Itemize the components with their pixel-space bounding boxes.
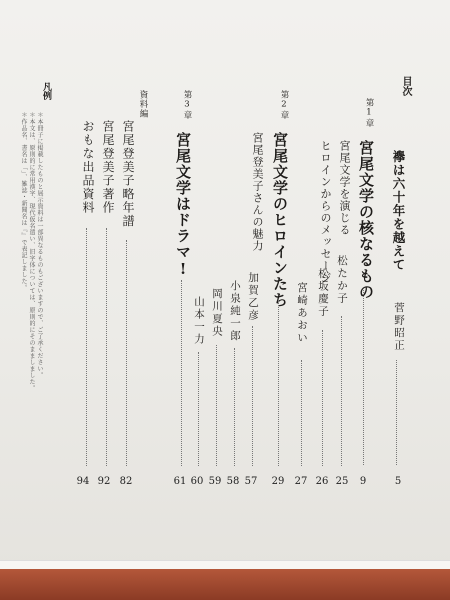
chapter3-page: 61 [173, 476, 187, 487]
chapter2-speaker-1-leader [252, 326, 253, 466]
appendix-item-1-leader [126, 240, 127, 466]
chapter2-speaker-2-leader [234, 348, 235, 466]
appendix-item-2-leader [106, 228, 107, 466]
chapter1-page: 9 [359, 476, 367, 487]
notes-line-3: ＊作品名、書名は「」、雑誌・新聞名は『』で表記しました。 [20, 112, 27, 291]
chapter1-speaker-1-page: 25 [335, 476, 349, 487]
chapter1-speaker-3: 宮崎あおい [296, 282, 308, 345]
chapter2-subtitle: 宮尾登美子さんの魅力 [251, 132, 264, 252]
appendix-item-1: 宮尾登美子略年譜 [121, 120, 135, 228]
chapter1-speaker-3-leader [301, 360, 302, 466]
foreword-author: 菅野昭正 [393, 302, 405, 352]
chapter3-title: 宮尾文学はドラマ! [174, 132, 192, 279]
chapter3-leader [181, 280, 182, 466]
appendix-item-3-page: 94 [76, 476, 90, 487]
chapter1-title: 宮尾文学の核なるもの [357, 140, 375, 300]
chapter2-leader [278, 300, 279, 466]
chapter1-subtitle-1: 宮尾文学を演じる [338, 140, 351, 236]
chapter1-speaker-2-page: 26 [315, 476, 329, 487]
appendix-item-2-page: 92 [97, 476, 111, 487]
page-edge [0, 560, 450, 569]
appendix-item-3: おもな出品資料 [81, 120, 95, 215]
chapter3-label: 第3章 [182, 90, 192, 120]
chapter2-speaker-1-page: 57 [244, 476, 258, 487]
chapter1-speaker-3-page: 27 [294, 476, 308, 487]
chapter1-speaker-1: 松たか子 [336, 255, 348, 305]
chapter2-speaker-1: 加賀乙彦 [247, 272, 259, 322]
foreword-page: 5 [394, 476, 402, 487]
notes-heading: 凡例 [41, 82, 51, 100]
appendix-item-3-leader [86, 228, 87, 466]
table-surface [0, 566, 450, 600]
chapter1-speaker-2-leader [322, 330, 323, 466]
chapter1-label: 第1章 [364, 98, 374, 128]
chapter2-page: 29 [271, 476, 285, 487]
chapter2-speaker-3: 岡川夏央 [211, 288, 223, 338]
foreword-leader [396, 360, 397, 465]
chapter2-speaker-4: 山本一力 [193, 296, 205, 346]
chapter1-subtitle-2: ヒロインからのメッセージ [319, 140, 332, 284]
chapter2-speaker-4-leader [198, 352, 199, 466]
chapter2-title: 宮尾文学のヒロインたち [271, 132, 289, 308]
chapter2-speaker-2-page: 58 [226, 476, 240, 487]
chapter2-speaker-3-page: 59 [208, 476, 222, 487]
chapter2-speaker-3-leader [216, 345, 217, 466]
chapter1-speaker-2: 松坂慶子 [317, 268, 329, 318]
chapter2-speaker-4-page: 60 [190, 476, 204, 487]
chapter2-label: 第2章 [279, 90, 289, 120]
notes-line-1: ＊本冊子に掲載したものと展示資料は一部異なるものもございますので、ご了承ください。 [36, 112, 43, 379]
foreword-title: 襷は六十年を越えて [391, 150, 406, 272]
appendix-label: 資料編 [138, 90, 148, 119]
notes-line-2: ＊本文は、原則的に常用漢字、現代仮名遣い、旧字体については、原則的にそのまましました。 [28, 112, 35, 392]
appendix-item-2: 宮尾登美子著作 [101, 120, 115, 215]
appendix-item-1-page: 82 [119, 476, 133, 487]
chapter1-leader [363, 290, 364, 465]
chapter2-speaker-2: 小泉純一郎 [229, 280, 241, 343]
toc-heading: 目次 [400, 76, 411, 96]
chapter1-speaker-1-leader [341, 316, 342, 466]
